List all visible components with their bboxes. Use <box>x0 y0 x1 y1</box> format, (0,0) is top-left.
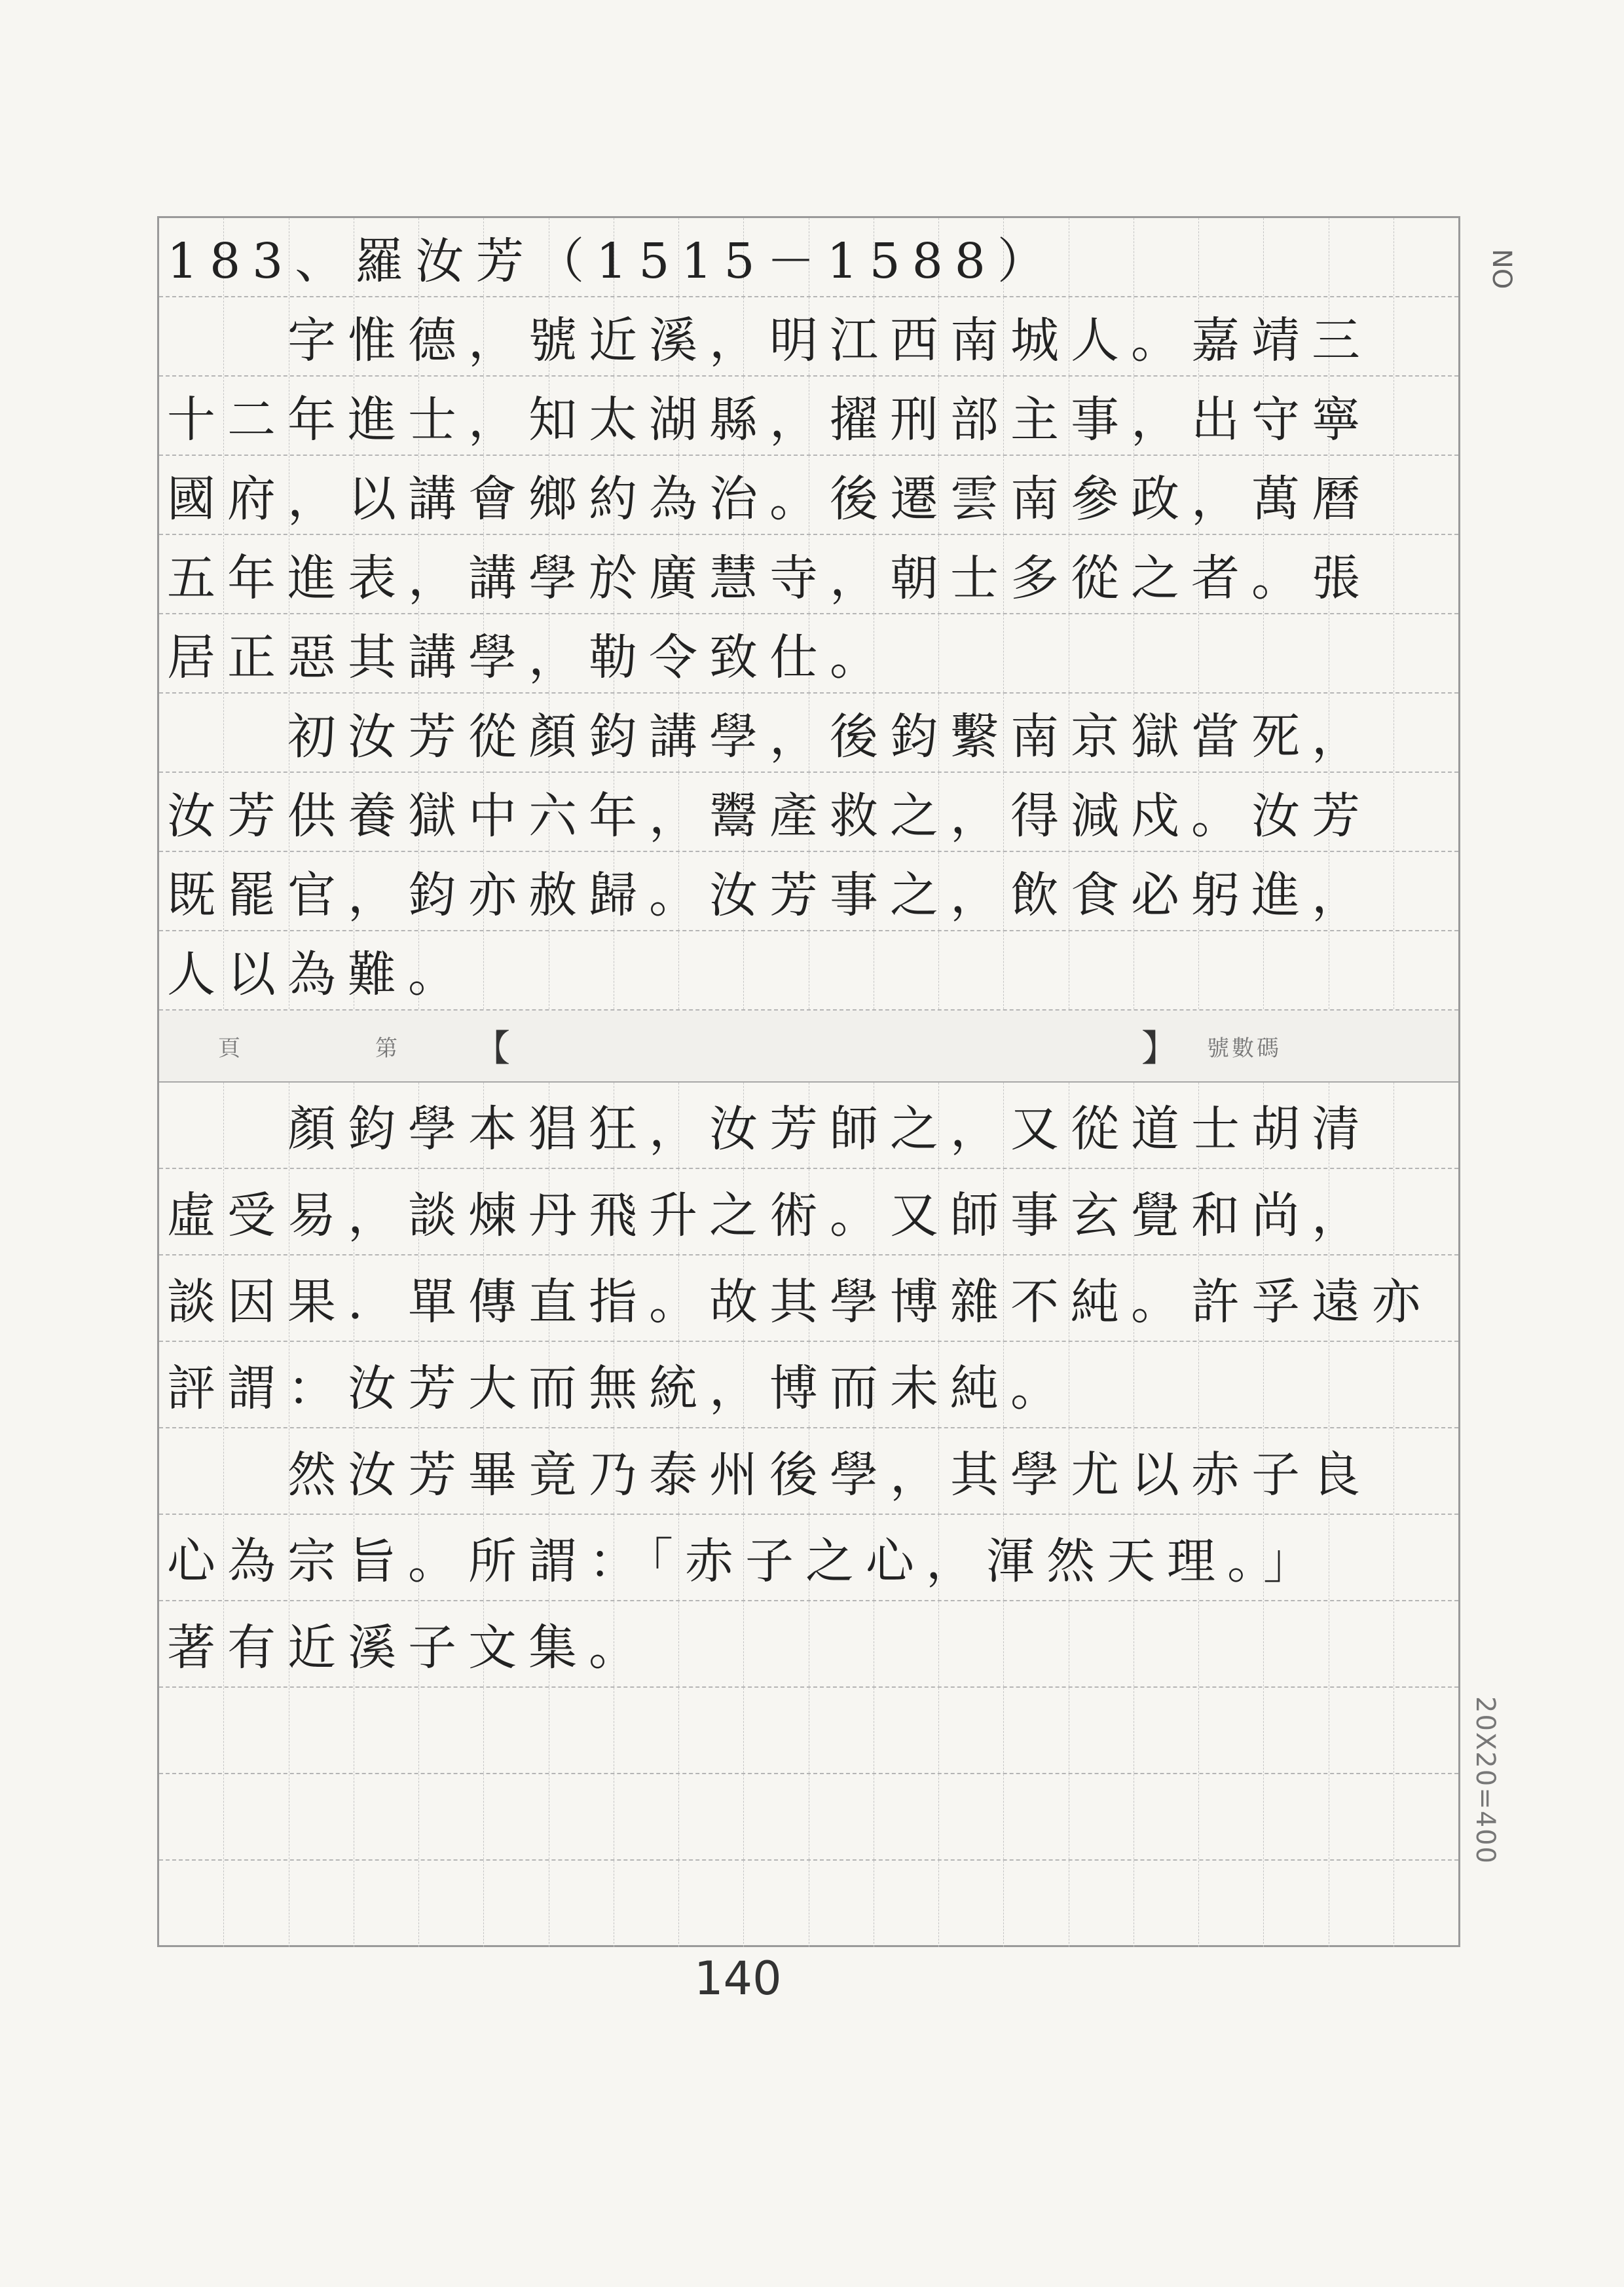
text-line: 評謂：汝芳大而無統，博而未純。 <box>167 1360 1071 1417</box>
grid-row <box>159 1601 1458 1688</box>
text-line: 居正惡其講學，勒令致仕。 <box>167 629 890 686</box>
grid-row-empty <box>159 1861 1458 1947</box>
page-divider-strip <box>159 1011 1458 1083</box>
grid-row <box>159 297 1458 377</box>
text-line: 虛受易，談煉丹飛升之術。又師事玄覺和尚， <box>167 1187 1372 1244</box>
text-line: 顏鈞學本猖狂，汝芳師之，又從道士胡清 <box>167 1101 1372 1157</box>
grid-row-empty <box>159 1688 1458 1774</box>
text-line: 既罷官，鈞亦赦歸。汝芳事之，飲食必躬進， <box>167 866 1372 923</box>
text-line: 人以為難。 <box>167 946 468 1003</box>
text-line: 談因果．單傳直指。故其學博雜不純。許孚遠亦 <box>167 1274 1432 1330</box>
text-line: 十二年進士，知太湖縣，擢刑部主事，出守寧 <box>167 391 1372 448</box>
grid-row <box>159 377 1458 456</box>
grid-row <box>159 614 1458 694</box>
page-number: 140 <box>694 1952 782 2005</box>
grid-row <box>159 694 1458 773</box>
text-line: 字惟德，號近溪，明江西南城人。嘉靖三 <box>167 312 1372 369</box>
divider-label-page: 頁 <box>218 1035 243 1062</box>
grid-row <box>159 218 1458 297</box>
grid-row <box>159 931 1458 1011</box>
text-line: 183、羅汝芳（1515－1588） <box>167 232 1058 289</box>
grid-capacity-label: 20X20=400 <box>1470 1696 1500 1865</box>
grid-row <box>159 1428 1458 1515</box>
grid-row <box>159 456 1458 535</box>
right-bracket-mark: 】 <box>1141 1028 1178 1070</box>
text-line <box>167 1774 1450 1859</box>
grid-row <box>159 1169 1458 1255</box>
grid-row <box>159 1255 1458 1342</box>
text-line <box>167 1861 1450 1947</box>
text-line: 國府，以講會鄉約為治。後遷雲南參政，萬曆 <box>167 470 1372 527</box>
text-line: 五年進表，講學於廣慧寺，朝士多從之者。張 <box>167 549 1372 606</box>
text-line: 心為宗旨。所謂：「赤子之心，渾然天理。」 <box>167 1533 1323 1590</box>
grid-row <box>159 852 1458 931</box>
grid-row <box>159 1083 1458 1169</box>
text-line <box>167 1688 1450 1773</box>
text-line: 然汝芳畢竟乃泰州後學，其學尤以赤子良 <box>167 1447 1372 1503</box>
manuscript-grid <box>157 216 1460 1947</box>
grid-row <box>159 535 1458 614</box>
grid-row <box>159 773 1458 852</box>
grid-row <box>159 1515 1458 1601</box>
grid-row <box>159 1342 1458 1428</box>
text-line: 著有近溪子文集。 <box>167 1620 649 1676</box>
divider-label-code: 號數碼 <box>1207 1035 1282 1062</box>
text-line: 汝芳供養獄中六年，鬻產救之，得減戍。汝芳 <box>167 787 1372 844</box>
divider-label-ordinal: 第 <box>375 1035 400 1062</box>
sheet-number-label: NO <box>1486 249 1517 289</box>
grid-row-empty <box>159 1774 1458 1861</box>
text-line: 初汝芳從顏鈞講學，後鈞繫南京獄當死， <box>167 708 1372 765</box>
left-bracket-mark: 【 <box>473 1028 510 1070</box>
